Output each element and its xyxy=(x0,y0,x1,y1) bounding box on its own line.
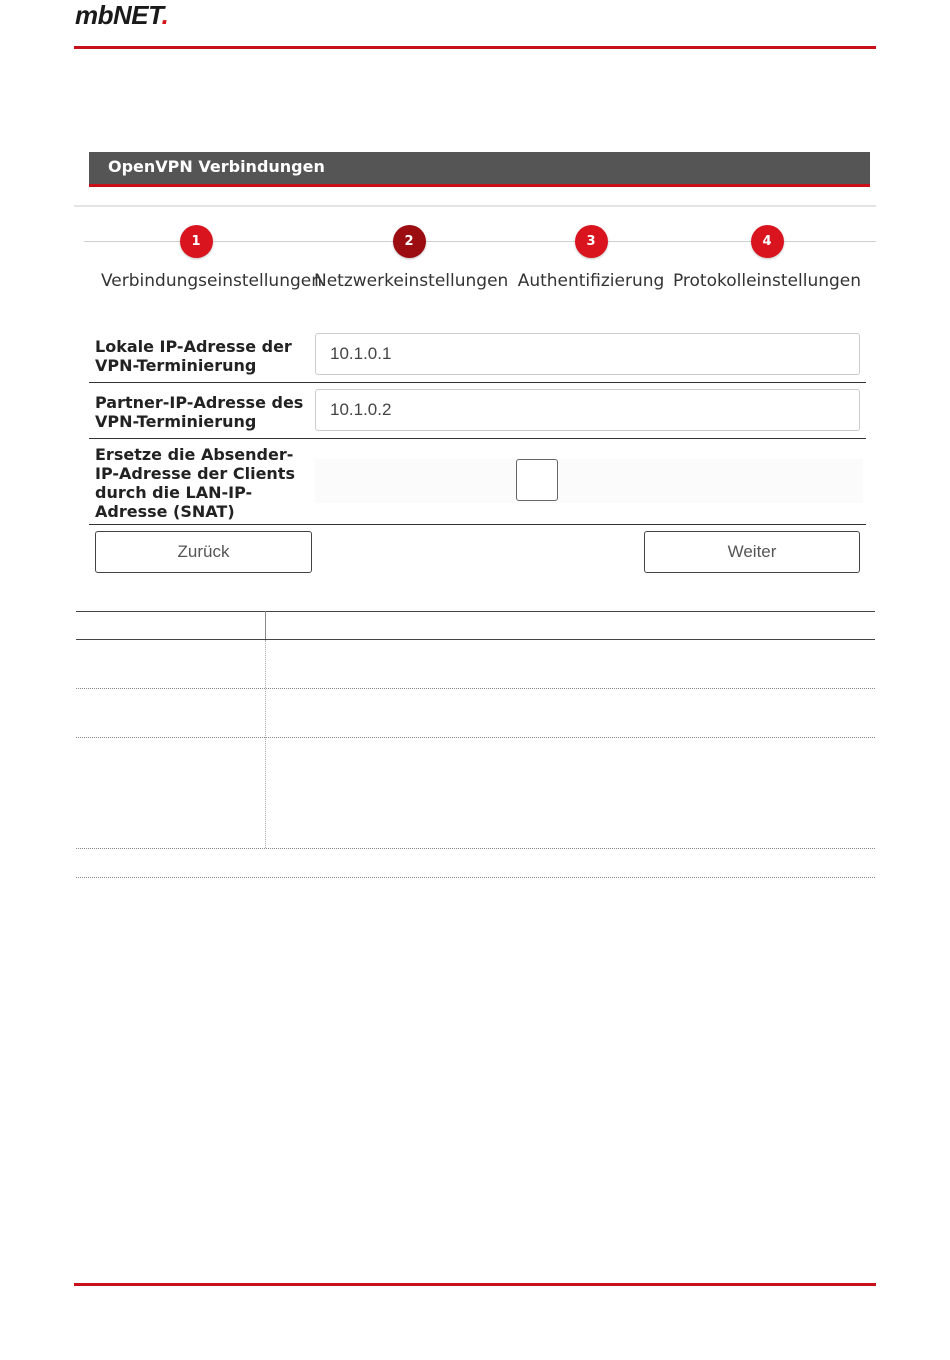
step-4-label: Protokolleinstellungen xyxy=(672,271,862,291)
step-2-badge: 2 xyxy=(393,225,426,258)
step-1-badge: 1 xyxy=(180,225,213,258)
table-top-border xyxy=(76,611,875,612)
wizard-step-1[interactable] xyxy=(101,225,322,291)
table-header-divider xyxy=(265,611,266,639)
table-header-border xyxy=(76,639,875,640)
table-column-divider xyxy=(265,640,266,848)
wizard-divider xyxy=(74,205,876,207)
section-header xyxy=(89,152,870,187)
next-button[interactable]: Weiter xyxy=(644,531,860,573)
step-1-label: Verbindungseinstellungen xyxy=(101,271,322,291)
snat-label-line4: Adresse (SNAT) xyxy=(95,502,235,521)
header-divider xyxy=(74,46,876,49)
section-title: OpenVPN Verbindungen xyxy=(108,157,325,176)
wizard-step-4[interactable] xyxy=(672,225,862,291)
logo-text: mbNET xyxy=(75,0,162,30)
partner-ip-label xyxy=(95,393,303,431)
footer-divider xyxy=(74,1283,876,1286)
local-ip-label-line2: VPN-Terminierung xyxy=(95,356,257,375)
wizard-step-2[interactable] xyxy=(314,225,509,291)
logo-dot: . xyxy=(161,0,169,30)
snat-checkbox[interactable] xyxy=(516,459,558,501)
partner-ip-label-line2: VPN-Terminierung xyxy=(95,412,257,431)
table-bottom-border xyxy=(76,877,875,878)
back-button[interactable]: Zurück xyxy=(95,531,312,573)
local-ip-row xyxy=(89,327,866,383)
local-ip-input[interactable]: 10.1.0.1 xyxy=(315,333,860,375)
table-row-divider xyxy=(76,688,875,689)
partner-ip-row xyxy=(89,383,866,439)
table-row-divider xyxy=(76,737,875,738)
partner-ip-input[interactable]: 10.1.0.2 xyxy=(315,389,860,431)
step-3-badge: 3 xyxy=(575,225,608,258)
partner-ip-label-line1: Partner-IP-Adresse des xyxy=(95,393,304,412)
snat-label-line2: IP-Adresse der Clients xyxy=(95,464,295,483)
wizard-step-3[interactable] xyxy=(496,225,686,291)
step-3-label: Authentifizierung xyxy=(517,271,665,291)
step-2-label: Netzwerkeinstellungen xyxy=(314,271,509,291)
snat-row xyxy=(89,439,866,525)
snat-label-line3: durch die LAN-IP- xyxy=(95,483,253,502)
local-ip-label xyxy=(95,337,292,375)
local-ip-label-line1: Lokale IP-Adresse der xyxy=(95,337,292,356)
table-row-divider xyxy=(76,848,875,849)
snat-label xyxy=(95,445,295,521)
snat-label-line1: Ersetze die Absender- xyxy=(95,445,294,464)
mbnet-logo xyxy=(75,0,168,31)
step-4-badge: 4 xyxy=(751,225,784,258)
snat-checkbox-zone xyxy=(315,459,863,503)
